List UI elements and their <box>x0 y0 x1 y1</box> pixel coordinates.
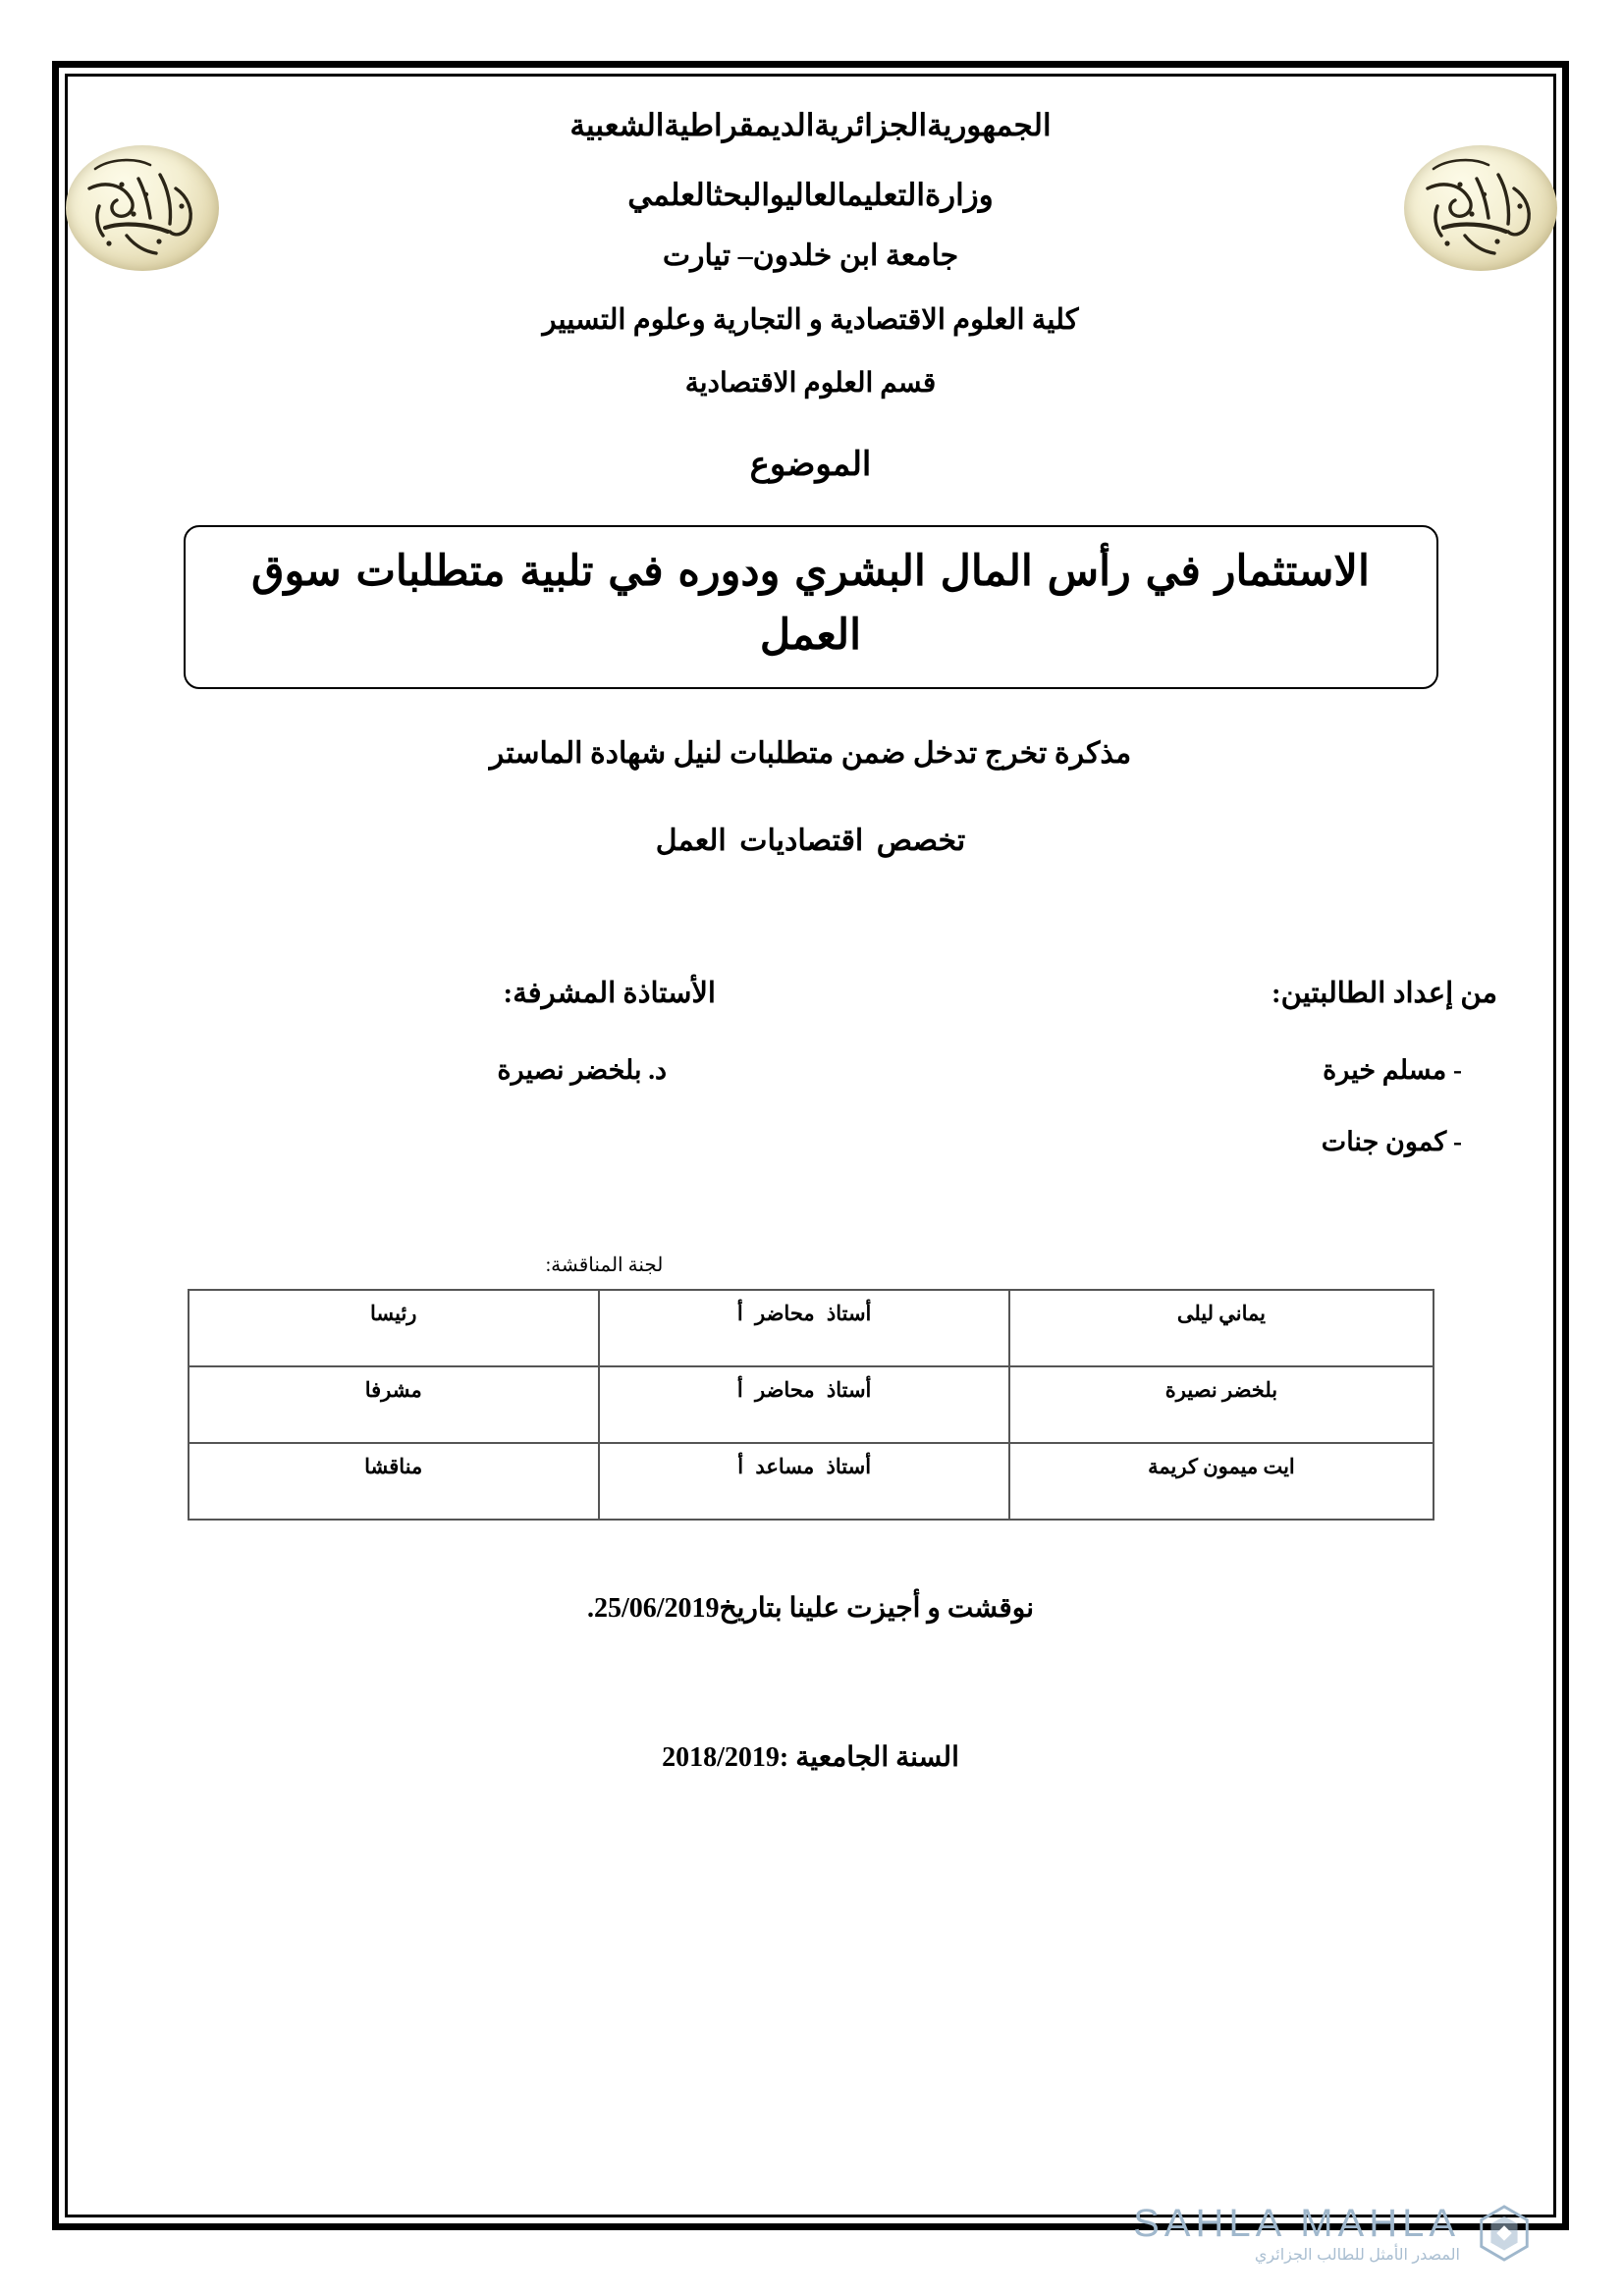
institution-header <box>88 110 1533 398</box>
watermark-title: SAHLA MAHLA <box>1133 2202 1460 2246</box>
committee-table <box>188 1289 1434 1521</box>
supervisor-column <box>299 976 751 1127</box>
committee-role-2: مشرفا <box>189 1366 599 1443</box>
student-name-1: - مسلم خيرة <box>1323 1055 1462 1085</box>
people-section <box>88 976 1533 1192</box>
supervisor-name: د. بلخضر نصيرة <box>497 1055 667 1085</box>
committee-rank-2 <box>599 1366 1009 1443</box>
watermark-texts <box>1133 2202 1460 2265</box>
defense-date-line: نوقشت و أجيزت علينا بتاريخ25/06/2019. <box>586 1593 1035 1624</box>
committee-rank-3 <box>599 1443 1009 1520</box>
supervisor-heading: الأستاذة المشرفة: <box>503 978 716 1009</box>
committee-rank-1-text: أستاذ محاضر أ <box>736 1302 872 1325</box>
thesis-title: الاستثمار في رأس المال البشري ودوره في تلبية متطلبات سوق العمل <box>251 549 1370 659</box>
header-line-republic: الجمهوريةالجزائريةالديمقراطيةالشعبية <box>569 108 1052 142</box>
committee-role-3: مناقشا <box>189 1443 599 1520</box>
specialization: تخصص اقتصاديات العمل <box>655 825 966 857</box>
students-heading: من إعداد الطالبتين: <box>1271 978 1497 1009</box>
committee-name-3: ايت ميمون كريمة <box>1009 1443 1433 1520</box>
degree-statement: مذكرة تخرج تدخل ضمن متطلبات لنيل شهادة الماستر <box>489 737 1132 770</box>
table-row <box>189 1443 1434 1520</box>
watermark-tagline: المصدر الأمثل للطالب الجزائري <box>1254 2247 1460 2265</box>
table-row <box>189 1290 1434 1366</box>
header-line-ministry: وزارةالتعليمالعاليوالبحثالعلمي <box>627 178 994 212</box>
subject-label: الموضوع <box>749 447 872 483</box>
committee-name-1: يماني ليلى <box>1009 1290 1433 1366</box>
committee-name-2: بلخضر نصيرة <box>1009 1366 1433 1443</box>
academic-year-line: السنة الجامعية :2018/2019 <box>662 1742 959 1773</box>
sahla-mahla-logo-icon <box>1474 2203 1535 2264</box>
committee-role-1: رئيسا <box>189 1290 599 1366</box>
page-content <box>88 93 1533 2194</box>
header-line-department: قسم العلوم الاقتصادية <box>684 368 937 399</box>
committee-rank-3-text: أستاذ مساعد أ <box>737 1455 872 1478</box>
header-line-university: جامعة ابن خلدون– تيارت <box>662 240 959 272</box>
student-name-2: - كمون جنات <box>1321 1127 1462 1156</box>
header-line-faculty: كلية العلوم الاقتصادية و التجارية وعلوم التسيير <box>542 304 1079 336</box>
committee-rank-1 <box>599 1290 1009 1366</box>
committee-label-wrap <box>88 1253 1533 1277</box>
thesis-title-box <box>184 525 1438 689</box>
table-row <box>189 1366 1434 1443</box>
watermark <box>1133 2202 1535 2265</box>
students-column <box>1042 976 1503 1199</box>
committee-rank-2-text: أستاذ محاضر أ <box>736 1378 872 1402</box>
committee-label: لجنة المناقشة: <box>545 1255 664 1276</box>
